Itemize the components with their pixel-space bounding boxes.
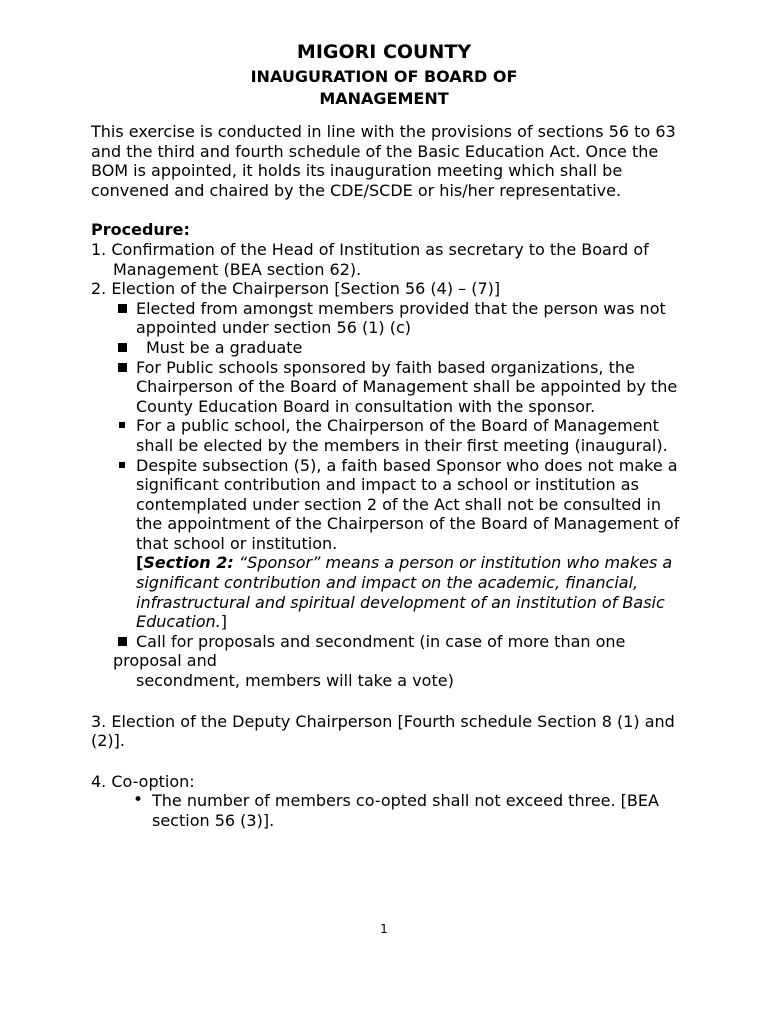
county-heading: MIGORI COUNTY [296, 41, 472, 63]
bullet-proposals: Call for proposals and secondment (in case of more than one proposal and [113, 631, 626, 671]
small-square-bullet-icon [113, 456, 131, 476]
title-line-2: MANAGEMENT [319, 89, 449, 108]
intro-paragraph: This exercise is conducted in line with the provisions of sections 56 to 63 and the third and fourth schedule of the Basic Education Act. Once the BOM is appointed, it holds its inauguration meeting which shall be convened and chaired by the CDE/SCDE or his/her representative. [91, 122, 676, 200]
small-square-bullet-icon [113, 416, 131, 436]
document-title [0, 66, 768, 110]
procedure-heading: Procedure: [91, 220, 190, 240]
step-1: 1. Confirmation of the Head of Institution as secretary to the Board of Management (BEA section 62). [91, 239, 649, 279]
bullet-graduate: Must be a graduate [91, 338, 681, 358]
step-2: 2. Election of the Chairperson [Section 56 (4) – (7)] [91, 279, 501, 299]
page-number: 1 [380, 922, 388, 936]
title-line-1: INAUGURATION OF BOARD OF [250, 67, 518, 86]
bullet-public-school: For a public school, the Chairperson of the Board of Management shall be elected by the members in their first meeting (inaugural). [91, 416, 681, 455]
section-2-definition: [Section 2: “Sponsor” means a person or institution who makes a significant contribution and impact on the academic, financial, infrastructural and spiritual development of an institution of Basic Education.] [136, 553, 673, 632]
bullet-dot-icon: • [132, 790, 144, 811]
square-bullet-icon [113, 299, 131, 319]
bullet-faith-based: For Public schools sponsored by faith based organizations, the Chairperson of the Board of Management shall be appointed by the County Education Board in consultation with the sponsor. [91, 358, 681, 417]
bullet-despite: Despite subsection (5), a faith based Sponsor who does not make a significant contribution and impact to a school or institution as contemplated under section 2 of the Act shall not be consulted in the appointment of the Chairperson of the Board of Management of that school or institution. [91, 456, 681, 554]
document-body [91, 122, 681, 831]
square-bullet-icon [113, 358, 131, 378]
section-2-text: “Sponsor” means a person or institution who makes a significant contribution and impact on the academic, financial, infrastructural and spiritual development of an institution of Basic Education. [136, 553, 673, 632]
square-bullet-icon [113, 632, 131, 652]
proposals-continuation: secondment, members will take a vote) [136, 671, 454, 691]
bullet-co-option: • The number of members co-opted shall not exceed three. [BEA section 56 (3)]. [132, 790, 659, 830]
bullet-elected: Elected from amongst members provided that the person was not appointed under section 56 (1) (c) [91, 299, 681, 338]
square-bullet-icon [113, 338, 131, 358]
step-4: 4. Co-option: [91, 771, 195, 791]
step-3: 3. Election of the Deputy Chairperson [Fourth schedule Section 8 (1) and (2)]. [91, 711, 675, 751]
section-2-label: Section 2: [143, 553, 234, 573]
